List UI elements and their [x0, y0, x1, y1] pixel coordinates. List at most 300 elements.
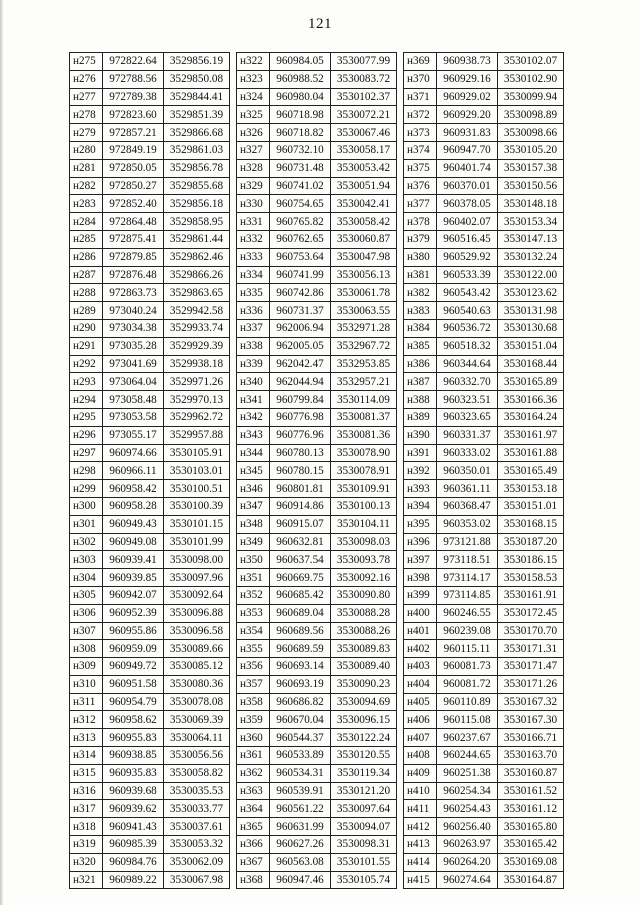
- point-id: н358: [237, 693, 270, 711]
- x-coordinate: 960984.05: [270, 53, 331, 71]
- table-row: [237, 675, 397, 693]
- x-coordinate: 960110.89: [437, 693, 498, 711]
- point-id: н342: [237, 408, 270, 426]
- table-row: [70, 729, 230, 747]
- x-coordinate: 962042.47: [270, 355, 331, 373]
- table-row: [404, 266, 564, 284]
- x-coordinate: 973041.69: [103, 355, 164, 373]
- x-coordinate: 973058.48: [103, 391, 164, 409]
- x-coordinate: 962005.05: [270, 337, 331, 355]
- y-coordinate: 3529850.08: [164, 70, 230, 88]
- point-id: н364: [237, 800, 270, 818]
- point-id: н319: [70, 836, 103, 854]
- y-coordinate: 3529866.26: [164, 266, 230, 284]
- table-row: [404, 497, 564, 515]
- y-coordinate: 3530067.46: [331, 124, 397, 142]
- table-row: [237, 408, 397, 426]
- x-coordinate: 960929.02: [437, 88, 498, 106]
- y-coordinate: 3530130.68: [498, 319, 564, 337]
- table-row: [404, 391, 564, 409]
- y-coordinate: 3530069.39: [164, 711, 230, 729]
- x-coordinate: 960947.70: [437, 141, 498, 159]
- point-id: н332: [237, 230, 270, 248]
- y-coordinate: 3530077.99: [331, 53, 397, 71]
- y-coordinate: 3529851.39: [164, 106, 230, 124]
- x-coordinate: 960333.02: [437, 444, 498, 462]
- point-id: н288: [70, 284, 103, 302]
- table-row: [404, 658, 564, 676]
- x-coordinate: 960974.66: [103, 444, 164, 462]
- x-coordinate: 960529.92: [437, 248, 498, 266]
- point-id: н285: [70, 230, 103, 248]
- point-id: н318: [70, 818, 103, 836]
- x-coordinate: 960264.20: [437, 853, 498, 871]
- point-id: н376: [404, 177, 437, 195]
- x-coordinate: 960115.11: [437, 640, 498, 658]
- x-coordinate: 972876.48: [103, 266, 164, 284]
- point-id: н324: [237, 88, 270, 106]
- y-coordinate: 3530096.58: [164, 622, 230, 640]
- x-coordinate: 960331.37: [437, 426, 498, 444]
- y-coordinate: 3530098.00: [164, 551, 230, 569]
- y-coordinate: 3530147.13: [498, 230, 564, 248]
- y-coordinate: 3530131.98: [498, 302, 564, 320]
- x-coordinate: 960938.85: [103, 747, 164, 765]
- y-coordinate: 3530161.91: [498, 586, 564, 604]
- point-id: н363: [237, 782, 270, 800]
- point-id: н373: [404, 124, 437, 142]
- table-row: [70, 302, 230, 320]
- y-coordinate: 3530172.45: [498, 604, 564, 622]
- y-coordinate: 3530033.77: [164, 800, 230, 818]
- y-coordinate: 3530035.53: [164, 782, 230, 800]
- x-coordinate: 960939.85: [103, 569, 164, 587]
- y-coordinate: 3532957.21: [331, 373, 397, 391]
- y-coordinate: 3529844.41: [164, 88, 230, 106]
- point-id: н399: [404, 586, 437, 604]
- y-coordinate: 3529962.72: [164, 408, 230, 426]
- x-coordinate: 960115.08: [437, 711, 498, 729]
- table-row: [70, 480, 230, 498]
- x-coordinate: 960516.45: [437, 230, 498, 248]
- y-coordinate: 3530102.07: [498, 53, 564, 71]
- table-row: [70, 337, 230, 355]
- table-row: [70, 836, 230, 854]
- x-coordinate: 960958.42: [103, 480, 164, 498]
- point-id: н279: [70, 124, 103, 142]
- x-coordinate: 960540.63: [437, 302, 498, 320]
- x-coordinate: 960686.82: [270, 693, 331, 711]
- point-id: н404: [404, 675, 437, 693]
- point-id: н341: [237, 391, 270, 409]
- y-coordinate: 3530164.24: [498, 408, 564, 426]
- x-coordinate: 960350.01: [437, 462, 498, 480]
- x-coordinate: 960984.76: [103, 853, 164, 871]
- y-coordinate: 3530148.18: [498, 195, 564, 213]
- y-coordinate: 3530109.91: [331, 480, 397, 498]
- table-row: [70, 622, 230, 640]
- x-coordinate: 960685.42: [270, 586, 331, 604]
- y-coordinate: 3530058.82: [164, 764, 230, 782]
- table-row: [70, 391, 230, 409]
- x-coordinate: 960939.41: [103, 551, 164, 569]
- table-row: [404, 70, 564, 88]
- y-coordinate: 3529861.44: [164, 230, 230, 248]
- point-id: н278: [70, 106, 103, 124]
- x-coordinate: 960939.62: [103, 800, 164, 818]
- y-coordinate: 3529942.58: [164, 302, 230, 320]
- table-row: [237, 53, 397, 71]
- table-row: [404, 836, 564, 854]
- point-id: н321: [70, 871, 103, 889]
- point-id: н389: [404, 408, 437, 426]
- y-coordinate: 3529929.39: [164, 337, 230, 355]
- table-row: [237, 622, 397, 640]
- point-id: н396: [404, 533, 437, 551]
- point-id: н280: [70, 141, 103, 159]
- point-id: н302: [70, 533, 103, 551]
- x-coordinate: 960949.43: [103, 515, 164, 533]
- y-coordinate: 3530165.80: [498, 818, 564, 836]
- point-id: н305: [70, 586, 103, 604]
- point-id: н354: [237, 622, 270, 640]
- point-id: н287: [70, 266, 103, 284]
- table-row: [70, 675, 230, 693]
- y-coordinate: 3530122.24: [331, 729, 397, 747]
- table-row: [237, 373, 397, 391]
- table-row: [404, 586, 564, 604]
- point-id: н317: [70, 800, 103, 818]
- point-id: н385: [404, 337, 437, 355]
- x-coordinate: 960368.47: [437, 497, 498, 515]
- table-row: [70, 106, 230, 124]
- table-row: [237, 711, 397, 729]
- x-coordinate: 960631.99: [270, 818, 331, 836]
- y-coordinate: 3530098.89: [498, 106, 564, 124]
- table-row: [70, 177, 230, 195]
- y-coordinate: 3530088.26: [331, 622, 397, 640]
- y-coordinate: 3530114.09: [331, 391, 397, 409]
- point-id: н353: [237, 604, 270, 622]
- point-id: н281: [70, 159, 103, 177]
- point-id: н392: [404, 462, 437, 480]
- y-coordinate: 3530099.94: [498, 88, 564, 106]
- table-row: [404, 747, 564, 765]
- table-row: [404, 124, 564, 142]
- point-id: н352: [237, 586, 270, 604]
- point-id: н381: [404, 266, 437, 284]
- x-coordinate: 960801.81: [270, 480, 331, 498]
- point-id: н327: [237, 141, 270, 159]
- point-id: н297: [70, 444, 103, 462]
- table-row: [237, 800, 397, 818]
- table-row: [237, 640, 397, 658]
- y-coordinate: 3530088.28: [331, 604, 397, 622]
- y-coordinate: 3529971.26: [164, 373, 230, 391]
- x-coordinate: 960323.51: [437, 391, 498, 409]
- point-id: н330: [237, 195, 270, 213]
- table-row: [404, 622, 564, 640]
- x-coordinate: 973034.38: [103, 319, 164, 337]
- x-coordinate: 960941.43: [103, 818, 164, 836]
- x-coordinate: 972879.85: [103, 248, 164, 266]
- table-row: [404, 693, 564, 711]
- table-row: [404, 53, 564, 71]
- x-coordinate: 973055.17: [103, 426, 164, 444]
- y-coordinate: 3530101.99: [164, 533, 230, 551]
- point-id: н294: [70, 391, 103, 409]
- y-coordinate: 3530105.91: [164, 444, 230, 462]
- y-coordinate: 3530165.49: [498, 462, 564, 480]
- y-coordinate: 3530090.23: [331, 675, 397, 693]
- x-coordinate: 960693.19: [270, 675, 331, 693]
- point-id: н393: [404, 480, 437, 498]
- x-coordinate: 973040.24: [103, 302, 164, 320]
- x-coordinate: 960966.11: [103, 462, 164, 480]
- y-coordinate: 3530151.01: [498, 497, 564, 515]
- point-id: н357: [237, 675, 270, 693]
- point-id: н306: [70, 604, 103, 622]
- x-coordinate: 960959.09: [103, 640, 164, 658]
- table-row: [237, 586, 397, 604]
- y-coordinate: 3530047.98: [331, 248, 397, 266]
- table-row: [70, 586, 230, 604]
- point-id: н380: [404, 248, 437, 266]
- y-coordinate: 3532971.28: [331, 319, 397, 337]
- point-id: н355: [237, 640, 270, 658]
- table-row: [404, 569, 564, 587]
- table-row: [70, 818, 230, 836]
- point-id: н379: [404, 230, 437, 248]
- table-row: [404, 515, 564, 533]
- point-id: н401: [404, 622, 437, 640]
- x-coordinate: 960669.75: [270, 569, 331, 587]
- point-id: н359: [237, 711, 270, 729]
- x-coordinate: 973053.58: [103, 408, 164, 426]
- point-id: н290: [70, 319, 103, 337]
- point-id: н391: [404, 444, 437, 462]
- x-coordinate: 960402.07: [437, 213, 498, 231]
- point-id: н299: [70, 480, 103, 498]
- y-coordinate: 3530158.53: [498, 569, 564, 587]
- y-coordinate: 3530061.78: [331, 284, 397, 302]
- y-coordinate: 3529938.18: [164, 355, 230, 373]
- point-id: н366: [237, 836, 270, 854]
- table-row: [404, 604, 564, 622]
- y-coordinate: 3529866.68: [164, 124, 230, 142]
- table-row: [237, 337, 397, 355]
- x-coordinate: 960237.67: [437, 729, 498, 747]
- x-coordinate: 960753.64: [270, 248, 331, 266]
- x-coordinate: 960689.59: [270, 640, 331, 658]
- table-row: [404, 533, 564, 551]
- y-coordinate: 3530101.15: [164, 515, 230, 533]
- y-coordinate: 3529861.03: [164, 141, 230, 159]
- y-coordinate: 3530096.15: [331, 711, 397, 729]
- y-coordinate: 3530100.13: [331, 497, 397, 515]
- x-coordinate: 960731.37: [270, 302, 331, 320]
- x-coordinate: 960544.37: [270, 729, 331, 747]
- y-coordinate: 3530151.04: [498, 337, 564, 355]
- y-coordinate: 3530080.36: [164, 675, 230, 693]
- x-coordinate: 960741.02: [270, 177, 331, 195]
- y-coordinate: 3530067.98: [164, 871, 230, 889]
- point-id: н333: [237, 248, 270, 266]
- point-id: н334: [237, 266, 270, 284]
- x-coordinate: 972823.60: [103, 106, 164, 124]
- y-coordinate: 3530104.11: [331, 515, 397, 533]
- point-id: н386: [404, 355, 437, 373]
- y-coordinate: 3530100.51: [164, 480, 230, 498]
- point-id: н369: [404, 53, 437, 71]
- x-coordinate: 960954.79: [103, 693, 164, 711]
- x-coordinate: 973121.88: [437, 533, 498, 551]
- y-coordinate: 3530102.37: [331, 88, 397, 106]
- x-coordinate: 960949.08: [103, 533, 164, 551]
- x-coordinate: 973064.04: [103, 373, 164, 391]
- x-coordinate: 960670.04: [270, 711, 331, 729]
- point-id: н387: [404, 373, 437, 391]
- x-coordinate: 960952.39: [103, 604, 164, 622]
- table-row: [404, 640, 564, 658]
- x-coordinate: 960254.34: [437, 782, 498, 800]
- x-coordinate: 972863.73: [103, 284, 164, 302]
- y-coordinate: 3530169.08: [498, 853, 564, 871]
- table-row: [404, 408, 564, 426]
- table-row: [404, 195, 564, 213]
- table-row: [70, 88, 230, 106]
- x-coordinate: 960274.64: [437, 871, 498, 889]
- x-coordinate: 960244.65: [437, 747, 498, 765]
- point-id: н406: [404, 711, 437, 729]
- table-row: [237, 88, 397, 106]
- point-id: н397: [404, 551, 437, 569]
- table-row: [70, 871, 230, 889]
- table-row: [404, 284, 564, 302]
- x-coordinate: 960401.74: [437, 159, 498, 177]
- point-id: н348: [237, 515, 270, 533]
- table-row: [70, 141, 230, 159]
- table-row: [404, 177, 564, 195]
- table-row: [237, 426, 397, 444]
- y-coordinate: 3530081.36: [331, 426, 397, 444]
- table-row: [237, 782, 397, 800]
- table-row: [237, 853, 397, 871]
- table-row: [404, 319, 564, 337]
- x-coordinate: 973035.28: [103, 337, 164, 355]
- table-row: [237, 141, 397, 159]
- point-id: н382: [404, 284, 437, 302]
- y-coordinate: 3530058.17: [331, 141, 397, 159]
- y-coordinate: 3530081.37: [331, 408, 397, 426]
- point-id: н338: [237, 337, 270, 355]
- y-coordinate: 3530102.90: [498, 70, 564, 88]
- y-coordinate: 3532967.72: [331, 337, 397, 355]
- y-coordinate: 3530132.24: [498, 248, 564, 266]
- y-coordinate: 3530092.16: [331, 569, 397, 587]
- x-coordinate: 960929.20: [437, 106, 498, 124]
- x-coordinate: 972864.48: [103, 213, 164, 231]
- table-row: [404, 213, 564, 231]
- point-id: н335: [237, 284, 270, 302]
- y-coordinate: 3530072.21: [331, 106, 397, 124]
- x-coordinate: 960718.98: [270, 106, 331, 124]
- table-row: [404, 462, 564, 480]
- y-coordinate: 3529856.18: [164, 195, 230, 213]
- point-id: н309: [70, 658, 103, 676]
- point-id: н407: [404, 729, 437, 747]
- y-coordinate: 3530063.55: [331, 302, 397, 320]
- x-coordinate: 960378.05: [437, 195, 498, 213]
- table-row: [70, 444, 230, 462]
- point-id: н295: [70, 408, 103, 426]
- point-id: н412: [404, 818, 437, 836]
- table-row: [70, 658, 230, 676]
- point-id: н394: [404, 497, 437, 515]
- table-row: [237, 177, 397, 195]
- x-coordinate: 960732.10: [270, 141, 331, 159]
- x-coordinate: 960776.96: [270, 426, 331, 444]
- table-row: [404, 871, 564, 889]
- point-id: н356: [237, 658, 270, 676]
- y-coordinate: 3530098.66: [498, 124, 564, 142]
- x-coordinate: 960741.99: [270, 266, 331, 284]
- x-coordinate: 972849.19: [103, 141, 164, 159]
- point-id: н343: [237, 426, 270, 444]
- y-coordinate: 3530166.36: [498, 391, 564, 409]
- y-coordinate: 3530058.42: [331, 213, 397, 231]
- point-id: н275: [70, 53, 103, 71]
- y-coordinate: 3530164.87: [498, 871, 564, 889]
- x-coordinate: 960776.98: [270, 408, 331, 426]
- table-row: [70, 604, 230, 622]
- table-row: [70, 764, 230, 782]
- table-row: [404, 337, 564, 355]
- table-row: [70, 551, 230, 569]
- y-coordinate: 3530096.88: [164, 604, 230, 622]
- point-id: н365: [237, 818, 270, 836]
- table-row: [237, 497, 397, 515]
- y-coordinate: 3530168.44: [498, 355, 564, 373]
- table-row: [404, 355, 564, 373]
- y-coordinate: 3530105.74: [331, 871, 397, 889]
- table-row: [237, 106, 397, 124]
- x-coordinate: 960627.26: [270, 836, 331, 854]
- x-coordinate: 960533.89: [270, 747, 331, 765]
- y-coordinate: 3530165.89: [498, 373, 564, 391]
- x-coordinate: 973118.51: [437, 551, 498, 569]
- point-id: н409: [404, 764, 437, 782]
- point-id: н347: [237, 497, 270, 515]
- table-row: [237, 515, 397, 533]
- table-row: [237, 871, 397, 889]
- x-coordinate: 960081.73: [437, 658, 498, 676]
- y-coordinate: 3530153.34: [498, 213, 564, 231]
- table-row: [237, 266, 397, 284]
- y-coordinate: 3529858.95: [164, 213, 230, 231]
- x-coordinate: 960931.83: [437, 124, 498, 142]
- y-coordinate: 3530093.78: [331, 551, 397, 569]
- table-row: [404, 159, 564, 177]
- table-row: [70, 711, 230, 729]
- y-coordinate: 3530120.55: [331, 747, 397, 765]
- x-coordinate: 972857.21: [103, 124, 164, 142]
- point-id: н328: [237, 159, 270, 177]
- y-coordinate: 3530168.15: [498, 515, 564, 533]
- y-coordinate: 3529933.74: [164, 319, 230, 337]
- table-row: [404, 764, 564, 782]
- table-row: [70, 355, 230, 373]
